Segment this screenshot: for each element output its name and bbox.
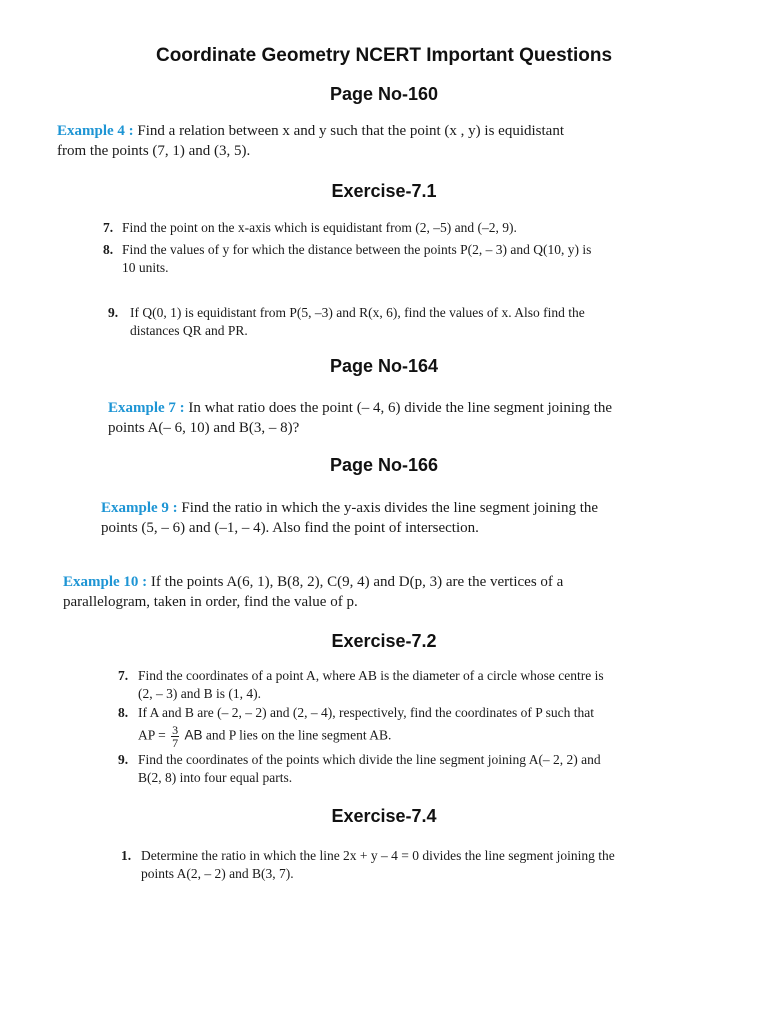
page-title: Coordinate Geometry NCERT Important Questions <box>155 45 613 66</box>
heading-exercise-7-4: Exercise-7.4 <box>331 806 437 826</box>
question-number: 8. <box>103 242 114 257</box>
example-label: Example 9 : <box>101 500 178 516</box>
example-label: Example 4 : <box>57 123 134 139</box>
question-text: points (5, – 6) and (–1, – 4). Also find the point of intersection. <box>101 520 479 536</box>
question-text: (2, – 3) and B is (1, 4). <box>138 686 261 701</box>
question-number: 8. <box>118 705 129 720</box>
question-number: 1. <box>121 848 132 863</box>
question-text: distances QR and PR. <box>130 323 248 338</box>
question-text: B(2, 8) into four equal parts. <box>138 770 293 785</box>
question-number: 9. <box>118 752 129 767</box>
question-text: In what ratio does the point (– 4, 6) divide the line segment joining the <box>184 400 613 416</box>
exercise-7-2-q9 <box>118 751 738 787</box>
example-4 <box>57 121 737 161</box>
question-text: Find the point on the x-axis which is equidistant from (2, –5) and (–2, 9). <box>122 220 517 235</box>
fraction-denominator: 7 <box>172 736 179 750</box>
ab-label: AB <box>184 727 203 743</box>
question-number: 7. <box>118 668 129 683</box>
example-9 <box>101 498 731 538</box>
heading-exercise-7-1: Exercise-7.1 <box>331 181 437 201</box>
question-text: 10 units. <box>122 260 169 275</box>
question-text: If the points A(6, 1), B(8, 2), C(9, 4) and D(p, 3) are the vertices of a <box>147 574 564 590</box>
fraction-numerator: 3 <box>172 723 179 737</box>
question-text: Find the coordinates of a point A, where AB is the diameter of a circle whose centre is <box>138 668 604 683</box>
question-text: points A(2, – 2) and B(3, 7). <box>141 866 294 881</box>
question-number: 7. <box>103 220 114 235</box>
exercise-7-2-q7 <box>118 667 738 703</box>
question-text: from the points (7, 1) and (3, 5). <box>57 143 251 159</box>
fraction-three-sevenths <box>171 724 179 749</box>
question-text: If A and B are (– 2, – 2) and (2, – 4), respectively, find the coordinates of P such that <box>138 705 595 720</box>
heading-page-160: Page No-160 <box>329 84 439 104</box>
heading-page-164: Page No-164 <box>329 356 439 376</box>
exercise-7-1-q9 <box>108 304 728 340</box>
question-text: Find the ratio in which the y-axis divides the line segment joining the <box>177 500 599 516</box>
exercise-7-1-q7 <box>103 219 723 237</box>
question-text: If Q(0, 1) is equidistant from P(5, –3) and R(x, 6), find the values of x. Also find the <box>130 305 585 320</box>
exercise-7-4-q1 <box>121 847 741 883</box>
heading-exercise-7-2: Exercise-7.2 <box>331 631 437 651</box>
question-text: parallelogram, taken in order, find the value of p. <box>63 594 358 610</box>
example-label: Example 10 : <box>63 574 148 590</box>
example-7 <box>108 398 728 438</box>
heading-page-166: Page No-166 <box>329 455 439 475</box>
example-label: Example 7 : <box>108 400 185 416</box>
question-text: points A(– 6, 10) and B(3, – 8)? <box>108 420 300 436</box>
question-text: and P lies on the line segment AB. <box>202 727 392 743</box>
question-text: Find the coordinates of the points which divide the line segment joining A(– 2, 2) and <box>138 752 601 767</box>
ap-label: AP = <box>138 727 166 743</box>
exercise-7-1-q8 <box>103 241 723 277</box>
question-text: Determine the ratio in which the line 2x + y – 4 = 0 divides the line segment joining the <box>141 848 615 863</box>
exercise-7-2-q8 <box>118 704 738 749</box>
question-number: 9. <box>108 305 119 320</box>
question-text: Find the values of y for which the distance between the points P(2, – 3) and Q(10, y) is <box>122 242 592 257</box>
example-10 <box>63 572 703 612</box>
question-text: Find a relation between x and y such that the point (x , y) is equidistant <box>133 123 564 139</box>
